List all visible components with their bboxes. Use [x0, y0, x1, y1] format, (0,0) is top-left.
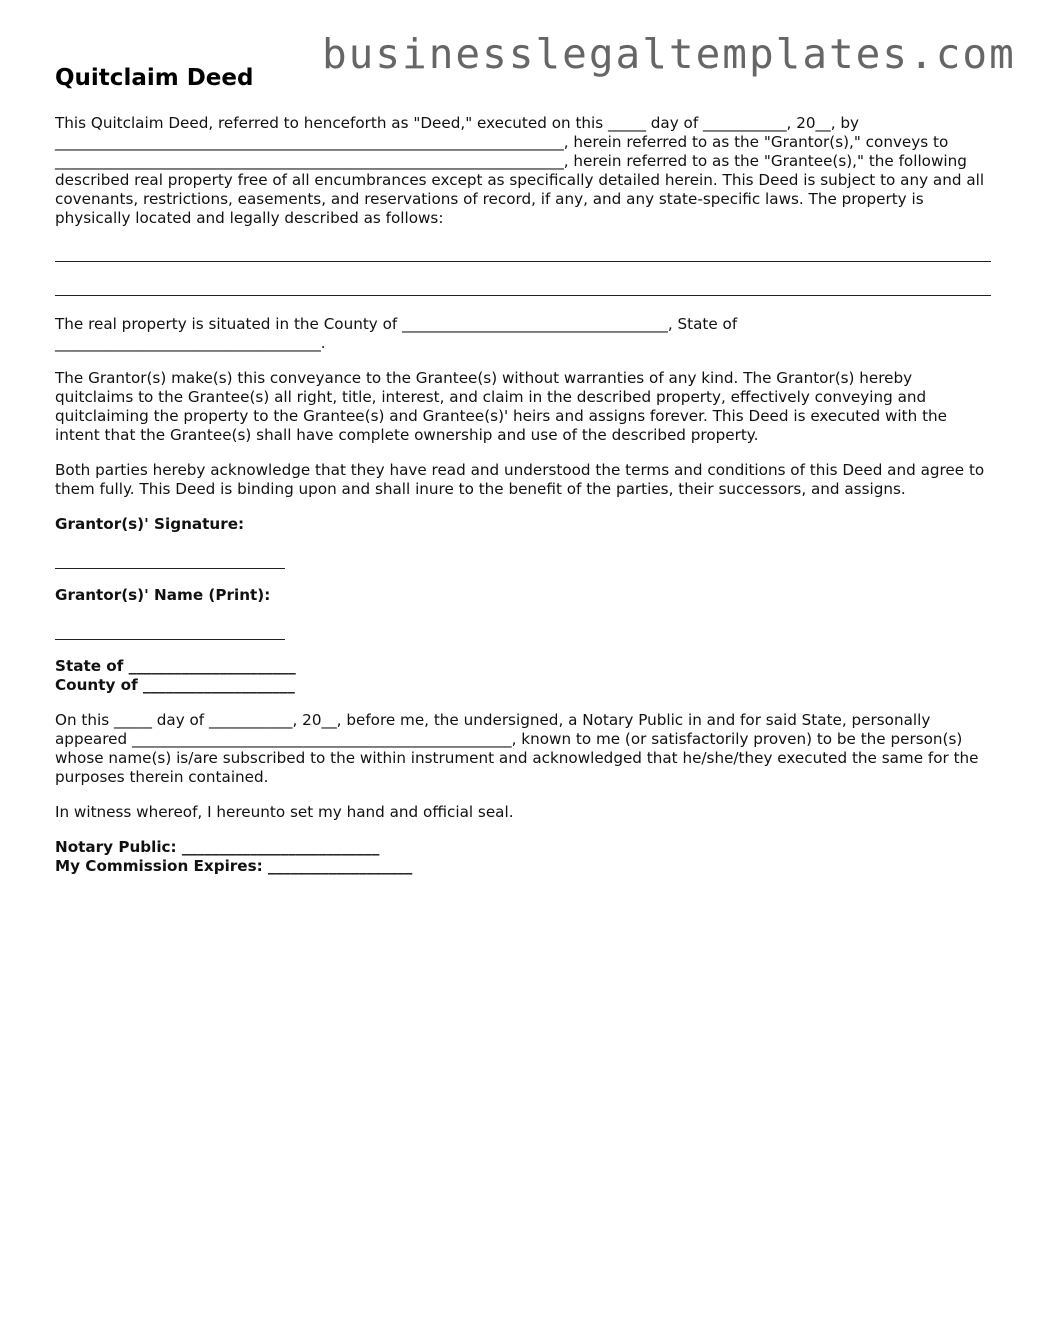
conveyance-paragraph: The Grantor(s) make(s) this conveyance to the Grantee(s) without warranties of any kind. The Grantor(s) hereby quitclaims to the Grantee(s) all right, title, interest, and claim in the described property, effectively conveying and quitclaiming the property to the Grantee(s) and Grantee(s)' heirs and assigns forever. This Deed is executed with the intent that the Grantee(s) shall have complete ownership and use of the described property. — [55, 369, 947, 444]
intro-paragraph: This Quitclaim Deed, referred to henceforth as "Deed," executed on this _____ day of ___________, 20__, by ___________________________________________________________________, herein referred to as the "Grantor(s)," conveys to ___________________________________________________________________, herein referred to as the "Grantee(s)," the following described real property free of all encumbrances except as specifically detailed herein. This Deed is subject to any and all covenants, restrictions, easements, and reservations of record, if any, and any state-specific laws. The property is physically located and legally described as follows: — [55, 114, 985, 227]
notary-paragraph: On this _____ day of ___________, 20__, before me, the undersigned, a Notary Public in and for said State, personally appeared __________________________________________________, known to me (or satisfactorily proven) to be the person(s) whose name(s) is/are subscribed to the within instrument and acknowledged that he/she/they executed the same for the purposes therein contained. — [55, 711, 979, 786]
witness-paragraph: In witness whereof, I hereunto set my hand and official seal. — [55, 803, 514, 821]
property-description-line-2[interactable] — [55, 295, 991, 296]
county-line: County of ____________________ — [55, 676, 295, 694]
grantor-signature-line[interactable] — [55, 568, 285, 569]
commission-expires-line: My Commission Expires: ___________________ — [55, 857, 413, 875]
property-description-line-1[interactable] — [55, 261, 991, 262]
notary-public-line: Notary Public: __________________________ — [55, 838, 380, 856]
acknowledgement-paragraph: Both parties hereby acknowledge that they have read and understood the terms and conditions of this Deed and agree to them fully. This Deed is binding upon and shall inure to the benefit of the parties, their successors, and assigns. — [55, 461, 985, 498]
grantor-name-label: Grantor(s)' Name (Print): — [55, 586, 271, 604]
county-state-paragraph: The real property is situated in the County of ___________________________________, State of ___________________________________. — [55, 315, 738, 352]
grantor-signature-label: Grantor(s)' Signature: — [55, 515, 245, 533]
grantor-name-line[interactable] — [55, 639, 285, 640]
document-body — [55, 114, 991, 876]
state-line: State of ______________________ — [55, 657, 296, 675]
page-title: Quitclaim Deed — [55, 65, 254, 91]
watermark: businesslegaltemplates.com — [322, 30, 1016, 78]
